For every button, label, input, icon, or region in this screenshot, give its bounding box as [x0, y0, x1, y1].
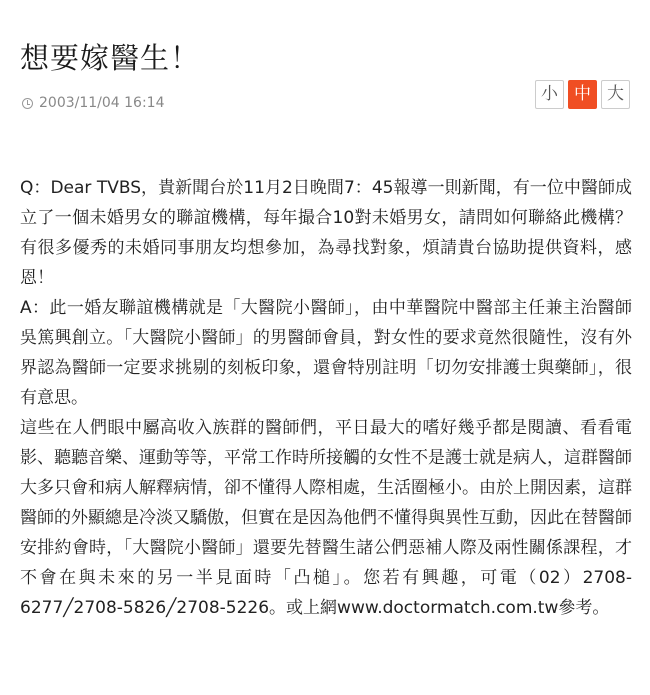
paragraph-details: 這些在人們眼中屬高收入族群的醫師們，平日最大的嗜好幾乎都是閱讀、看看電影、聽聽音樂、運動等等，平常工作時所接觸的女性不是護士就是病人，這群醫師大多只會和病人解釋病情，卻不懂得人際相處，生活圈極小。由於上開因素，這群醫師的外顯總是冷淡又驕傲，但實在是因為他們不懂得與異性互動，因此在替醫師安排約會時，「大醫院小醫師」還要先替醫生諸公們惡補人際及兩性關係課程，才不會在與未來的另一半見面時「凸槌」。您若有興趣，可電（02）2708-6277╱2708-5826╱2708-5226。或上網www.doctormatch.com.tw參考。 [20, 418, 632, 618]
article-meta [22, 95, 165, 111]
font-size-controls [531, 80, 630, 109]
publish-date: 2003/11/04 16:14 [39, 95, 165, 111]
font-size-large-button[interactable]: 大 [601, 80, 630, 109]
article-body [20, 173, 632, 623]
font-size-medium-button[interactable]: 中 [568, 80, 597, 109]
font-size-small-button[interactable]: 小 [535, 80, 564, 109]
article-title: 想要嫁醫生！ [20, 41, 201, 75]
paragraph-question: Q：Dear TVBS，貴新聞台於11月2日晚間7：45報導一則新聞，有一位中醫師成立了一個未婚男女的聯誼機構，每年撮合10對未婚男女，請問如何聯絡此機構？有很多優秀的未婚同事朋友均想參加，為尋找對象，煩請貴台協助提供資料，感恩！ [20, 178, 632, 288]
paragraph-answer: A：此一婚友聯誼機構就是「大醫院小醫師」，由中華醫院中醫部主任兼主治醫師吳篤興創立。「大醫院小醫師」的男醫師會員，對女性的要求竟然很隨性，沒有外界認為醫師一定要求挑剔的刻板印象，還會特別註明「切勿安排護士與藥師」，很有意思。 [20, 298, 632, 408]
clock-icon [22, 98, 33, 109]
